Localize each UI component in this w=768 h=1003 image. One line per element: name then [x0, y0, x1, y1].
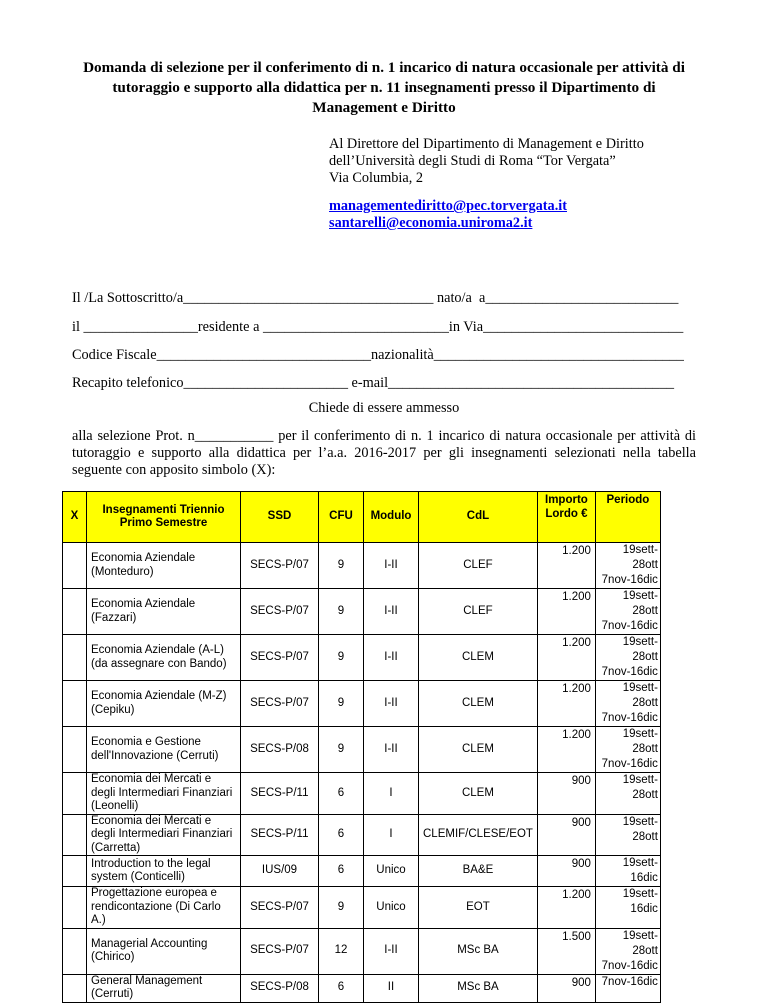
- cfu-cell: 9: [319, 727, 364, 773]
- periodo-range: 7nov-16dic: [601, 666, 658, 678]
- table-row: [63, 974, 661, 1002]
- course-cell: Economia dei Mercati e degli Intermediari Finanziari (Carretta): [87, 814, 241, 856]
- request-heading: Chiede di essere ammesso: [308, 400, 460, 416]
- table-row: [63, 681, 661, 727]
- ssd-cell: SECS-P/11: [241, 814, 319, 856]
- importo-cell: 1.200: [537, 543, 595, 589]
- periodo-cell: [595, 974, 660, 1002]
- header-modulo: Modulo: [364, 492, 419, 543]
- cfu-cell: 6: [319, 856, 364, 887]
- ssd-cell: SECS-P/07: [241, 928, 319, 974]
- periodo-range: 7nov-16dic: [601, 574, 658, 586]
- cdl-cell: CLEM: [419, 727, 538, 773]
- periodo-range: 7nov-16dic: [601, 712, 658, 724]
- form-line-fiscal-code[interactable]: Codice Fiscale______________________________nazionalità___________________________________: [72, 347, 684, 363]
- cfu-cell: 9: [319, 543, 364, 589]
- header-periodo: Periodo: [595, 492, 660, 543]
- cdl-cell: BA&E: [419, 856, 538, 887]
- recipient-line-1: Al Direttore del Dipartimento di Management e Diritto: [329, 136, 644, 152]
- periodo-range: 19sett-28ott: [622, 929, 658, 957]
- ssd-cell: SECS-P/08: [241, 727, 319, 773]
- course-cell: Economia Aziendale (M-Z) (Cepiku): [87, 681, 241, 727]
- cfu-cell: 9: [319, 589, 364, 635]
- table-row: [63, 856, 661, 887]
- email-block: [329, 198, 567, 232]
- periodo-range: 7nov-16dic: [601, 758, 658, 770]
- select-cell[interactable]: [63, 928, 87, 974]
- course-cell: Economia Aziendale (Monteduro): [87, 543, 241, 589]
- selection-paragraph: alla selezione Prot. n___________ per il conferimento di n. 1 incarico di natura occasionale per attività di tutoraggio e supporto alla didattica per l’a.a. 2016-2017 per gli insegnamenti selezionati nella tabella seguente con apposito simbolo (X):: [72, 428, 696, 478]
- cdl-cell: CLEM: [419, 773, 538, 815]
- modulo-cell: Unico: [364, 887, 419, 929]
- cfu-cell: 6: [319, 773, 364, 815]
- modulo-cell: II: [364, 974, 419, 1002]
- ssd-cell: SECS-P/07: [241, 887, 319, 929]
- importo-cell: 1.500: [537, 928, 595, 974]
- table-row: [63, 773, 661, 815]
- table-row: [63, 928, 661, 974]
- cfu-cell: 6: [319, 974, 364, 1002]
- modulo-cell: I: [364, 814, 419, 856]
- periodo-cell: [595, 681, 660, 727]
- importo-cell: 1.200: [537, 887, 595, 929]
- select-cell[interactable]: [63, 635, 87, 681]
- periodo-range: 7nov-16dic: [601, 975, 658, 988]
- importo-cell: 900: [537, 773, 595, 815]
- table-row: [63, 727, 661, 773]
- importo-cell: 900: [537, 856, 595, 887]
- course-cell: Introduction to the legal system (Conticelli): [87, 856, 241, 887]
- header-cdl: CdL: [419, 492, 538, 543]
- pec-email-link[interactable]: managementediritto@pec.torvergata.it: [329, 198, 567, 214]
- course-cell: General Management (Cerruti): [87, 974, 241, 1002]
- modulo-cell: Unico: [364, 856, 419, 887]
- table-row: [63, 887, 661, 929]
- importo-cell: 1.200: [537, 589, 595, 635]
- periodo-range: 19sett-28ott: [622, 544, 658, 571]
- periodo-cell: [595, 727, 660, 773]
- select-cell[interactable]: [63, 814, 87, 856]
- importo-cell: 900: [537, 814, 595, 856]
- periodo-range: 19sett-28ott: [622, 728, 658, 755]
- periodo-cell: [595, 928, 660, 974]
- course-cell: Economia Aziendale (Fazzari): [87, 589, 241, 635]
- table-row: [63, 543, 661, 589]
- modulo-cell: I-II: [364, 681, 419, 727]
- periodo-range: 19sett-16dic: [622, 888, 658, 915]
- cdl-cell: CLEM: [419, 635, 538, 681]
- course-cell: Economia e Gestione dell'Innovazione (Cerruti): [87, 727, 241, 773]
- contact-email-link[interactable]: santarelli@economia.uniroma2.it: [329, 215, 533, 231]
- document-title: Domanda di selezione per il conferimento di n. 1 incarico di natura occasionale per attività di tutoraggio e supporto alla didattica per n. 11 insegnamenti presso il Dipartimento di Management e Diritto: [83, 59, 685, 116]
- ssd-cell: SECS-P/07: [241, 635, 319, 681]
- ssd-cell: IUS/09: [241, 856, 319, 887]
- table-row: [63, 589, 661, 635]
- cdl-cell: CLEF: [419, 589, 538, 635]
- table-row: [63, 814, 661, 856]
- ssd-cell: SECS-P/08: [241, 974, 319, 1002]
- periodo-cell: [595, 773, 660, 815]
- header-cfu: CFU: [319, 492, 364, 543]
- periodo-cell: [595, 814, 660, 856]
- cfu-cell: 12: [319, 928, 364, 974]
- table-row: [63, 635, 661, 681]
- modulo-cell: I-II: [364, 928, 419, 974]
- periodo-range: 19sett-28ott: [622, 774, 658, 801]
- importo-cell: 1.200: [537, 635, 595, 681]
- ssd-cell: SECS-P/07: [241, 681, 319, 727]
- header-importo: Importo Lordo €: [537, 492, 595, 543]
- periodo-range: 19sett-28ott: [622, 682, 658, 709]
- ssd-cell: SECS-P/07: [241, 589, 319, 635]
- header-ssd: SSD: [241, 492, 319, 543]
- periodo-range: 7nov-16dic: [601, 959, 658, 972]
- select-cell[interactable]: [63, 773, 87, 815]
- select-cell[interactable]: [63, 681, 87, 727]
- select-cell[interactable]: [63, 543, 87, 589]
- modulo-cell: I-II: [364, 635, 419, 681]
- periodo-range: 19sett-28ott: [622, 590, 658, 617]
- modulo-cell: I-II: [364, 543, 419, 589]
- course-cell: Economia dei Mercati e degli Intermediari Finanziari (Leonelli): [87, 773, 241, 815]
- periodo-range: 19sett-28ott: [622, 636, 658, 663]
- cdl-cell: CLEMIF/CLESE/EOT: [419, 814, 538, 856]
- modulo-cell: I: [364, 773, 419, 815]
- ssd-cell: SECS-P/11: [241, 773, 319, 815]
- recipient-line-2: dell’Università degli Studi di Roma “Tor Vergata”: [329, 153, 616, 169]
- cfu-cell: 6: [319, 814, 364, 856]
- header-x: X: [63, 492, 87, 543]
- course-cell: Economia Aziendale (A-L) (da assegnare con Bando): [87, 635, 241, 681]
- importo-cell: 1.200: [537, 681, 595, 727]
- recipient-address: [329, 136, 644, 187]
- cfu-cell: 9: [319, 635, 364, 681]
- table-header-row: [63, 492, 661, 543]
- periodo-range: 7nov-16dic: [601, 620, 658, 632]
- periodo-cell: [595, 856, 660, 887]
- course-cell: Managerial Accounting (Chirico): [87, 928, 241, 974]
- header-course: Insegnamenti Triennio Primo Semestre: [87, 492, 241, 543]
- cdl-cell: CLEM: [419, 681, 538, 727]
- cfu-cell: 9: [319, 681, 364, 727]
- select-cell[interactable]: [63, 856, 87, 887]
- modulo-cell: I-II: [364, 727, 419, 773]
- cdl-cell: CLEF: [419, 543, 538, 589]
- cfu-cell: 9: [319, 887, 364, 929]
- periodo-range: 19sett-16dic: [622, 857, 658, 884]
- ssd-cell: SECS-P/07: [241, 543, 319, 589]
- periodo-cell: [595, 589, 660, 635]
- cdl-cell: EOT: [419, 887, 538, 929]
- periodo-range: 19sett-28ott: [622, 815, 658, 843]
- select-cell[interactable]: [63, 589, 87, 635]
- modulo-cell: I-II: [364, 589, 419, 635]
- form-line-date-residence[interactable]: il ________________residente a __________________________in Via____________________________: [72, 319, 684, 335]
- cdl-cell: MSc BA: [419, 928, 538, 974]
- periodo-cell: [595, 543, 660, 589]
- course-cell: Progettazione europea e rendicontazione (Di Carlo A.): [87, 887, 241, 929]
- recipient-line-3: Via Columbia, 2: [329, 170, 424, 186]
- form-line-name-birthplace[interactable]: Il /La Sottoscritto/a___________________________________ nato/a a___________________________: [72, 290, 679, 306]
- periodo-cell: [595, 635, 660, 681]
- form-line-phone-email[interactable]: Recapito telefonico_______________________ e-mail________________________________________: [72, 375, 674, 391]
- importo-cell: 1.200: [537, 727, 595, 773]
- periodo-cell: [595, 887, 660, 929]
- cdl-cell: MSc BA: [419, 974, 538, 1002]
- select-cell[interactable]: [63, 974, 87, 1002]
- courses-table: [62, 491, 661, 1003]
- importo-cell: 900: [537, 974, 595, 1002]
- select-cell[interactable]: [63, 887, 87, 929]
- select-cell[interactable]: [63, 727, 87, 773]
